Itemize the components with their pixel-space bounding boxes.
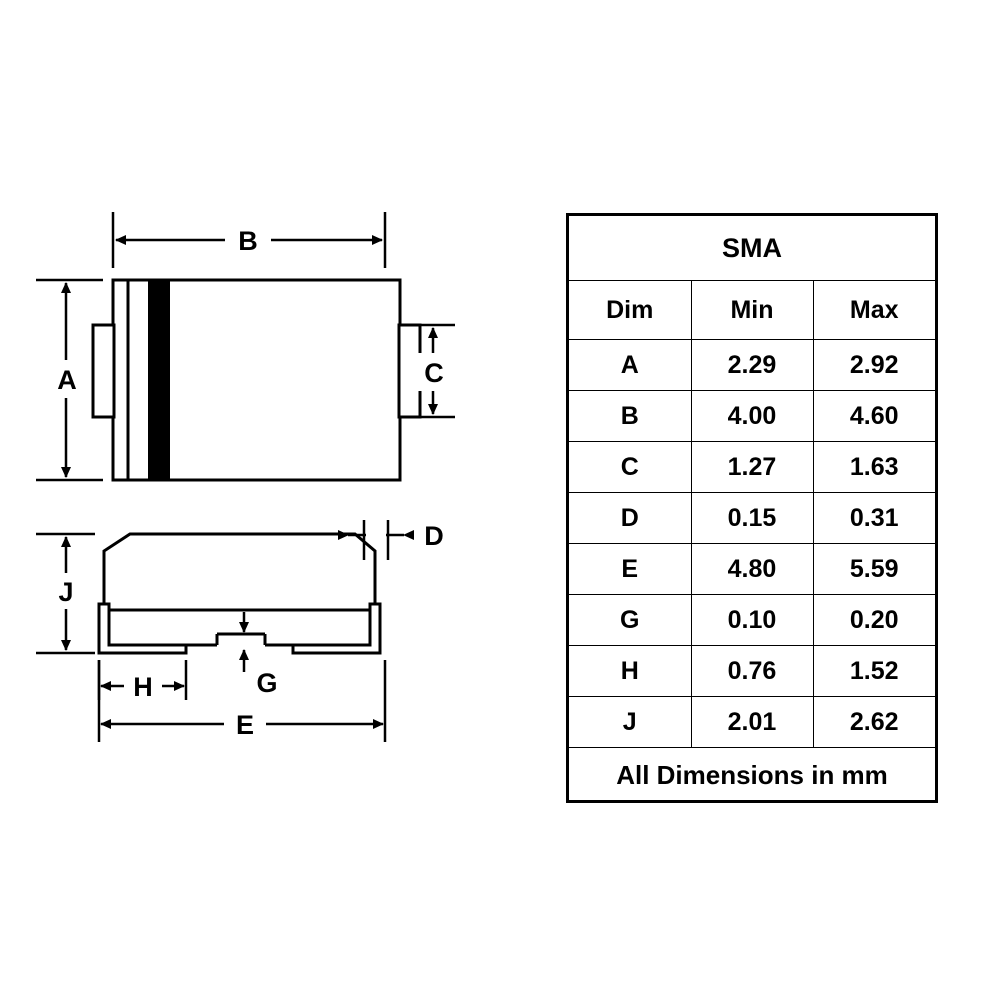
cell-dim: E [569,544,691,595]
cell-min: 0.10 [691,595,813,646]
cell-max: 0.20 [813,595,935,646]
cell-min: 4.80 [691,544,813,595]
cell-min: 2.29 [691,340,813,391]
dimension-label-H: H [133,672,153,702]
table-header-row [569,281,935,340]
dimension-B [113,212,385,268]
dimension-G [244,612,278,698]
cell-min: 1.27 [691,442,813,493]
table-title-row [569,216,935,281]
cell-dim: B [569,391,691,442]
cell-max: 1.63 [813,442,935,493]
table-row [569,697,935,748]
table-row [569,493,935,544]
table-row [569,544,935,595]
cell-dim: J [569,697,691,748]
cell-dim: D [569,493,691,544]
cell-min: 0.76 [691,646,813,697]
table-row [569,646,935,697]
cell-max: 1.52 [813,646,935,697]
cell-max: 0.31 [813,493,935,544]
cell-max: 2.62 [813,697,935,748]
table-row [569,391,935,442]
side-view-body [99,534,380,653]
table-footer-row [569,748,935,803]
column-header-min: Min [691,281,813,340]
dimension-J [36,534,95,653]
cell-max: 5.59 [813,544,935,595]
dimension-label-J: J [58,577,74,607]
dimension-H [99,660,186,704]
cell-max: 4.60 [813,391,935,442]
table-row [569,595,935,646]
cell-min: 0.15 [691,493,813,544]
column-header-max: Max [813,281,935,340]
dimension-label-C: C [424,358,444,388]
package-name: SMA [569,216,935,281]
cell-max: 2.92 [813,340,935,391]
cell-dim: H [569,646,691,697]
cell-min: 2.01 [691,697,813,748]
table-row [569,340,935,391]
table-row [569,442,935,493]
dimension-label-A: A [57,365,77,395]
dimension-label-D: D [424,521,444,551]
column-header-dim: Dim [569,281,691,340]
cell-dim: G [569,595,691,646]
cell-dim: C [569,442,691,493]
units-note: All Dimensions in mm [569,748,935,803]
dimension-label-G: G [256,668,278,698]
dimension-label-E: E [235,710,255,740]
cell-min: 4.00 [691,391,813,442]
dimensions-table [566,213,938,803]
dimension-label-B: B [238,226,258,256]
cell-dim: A [569,340,691,391]
top-view-body [93,280,420,480]
